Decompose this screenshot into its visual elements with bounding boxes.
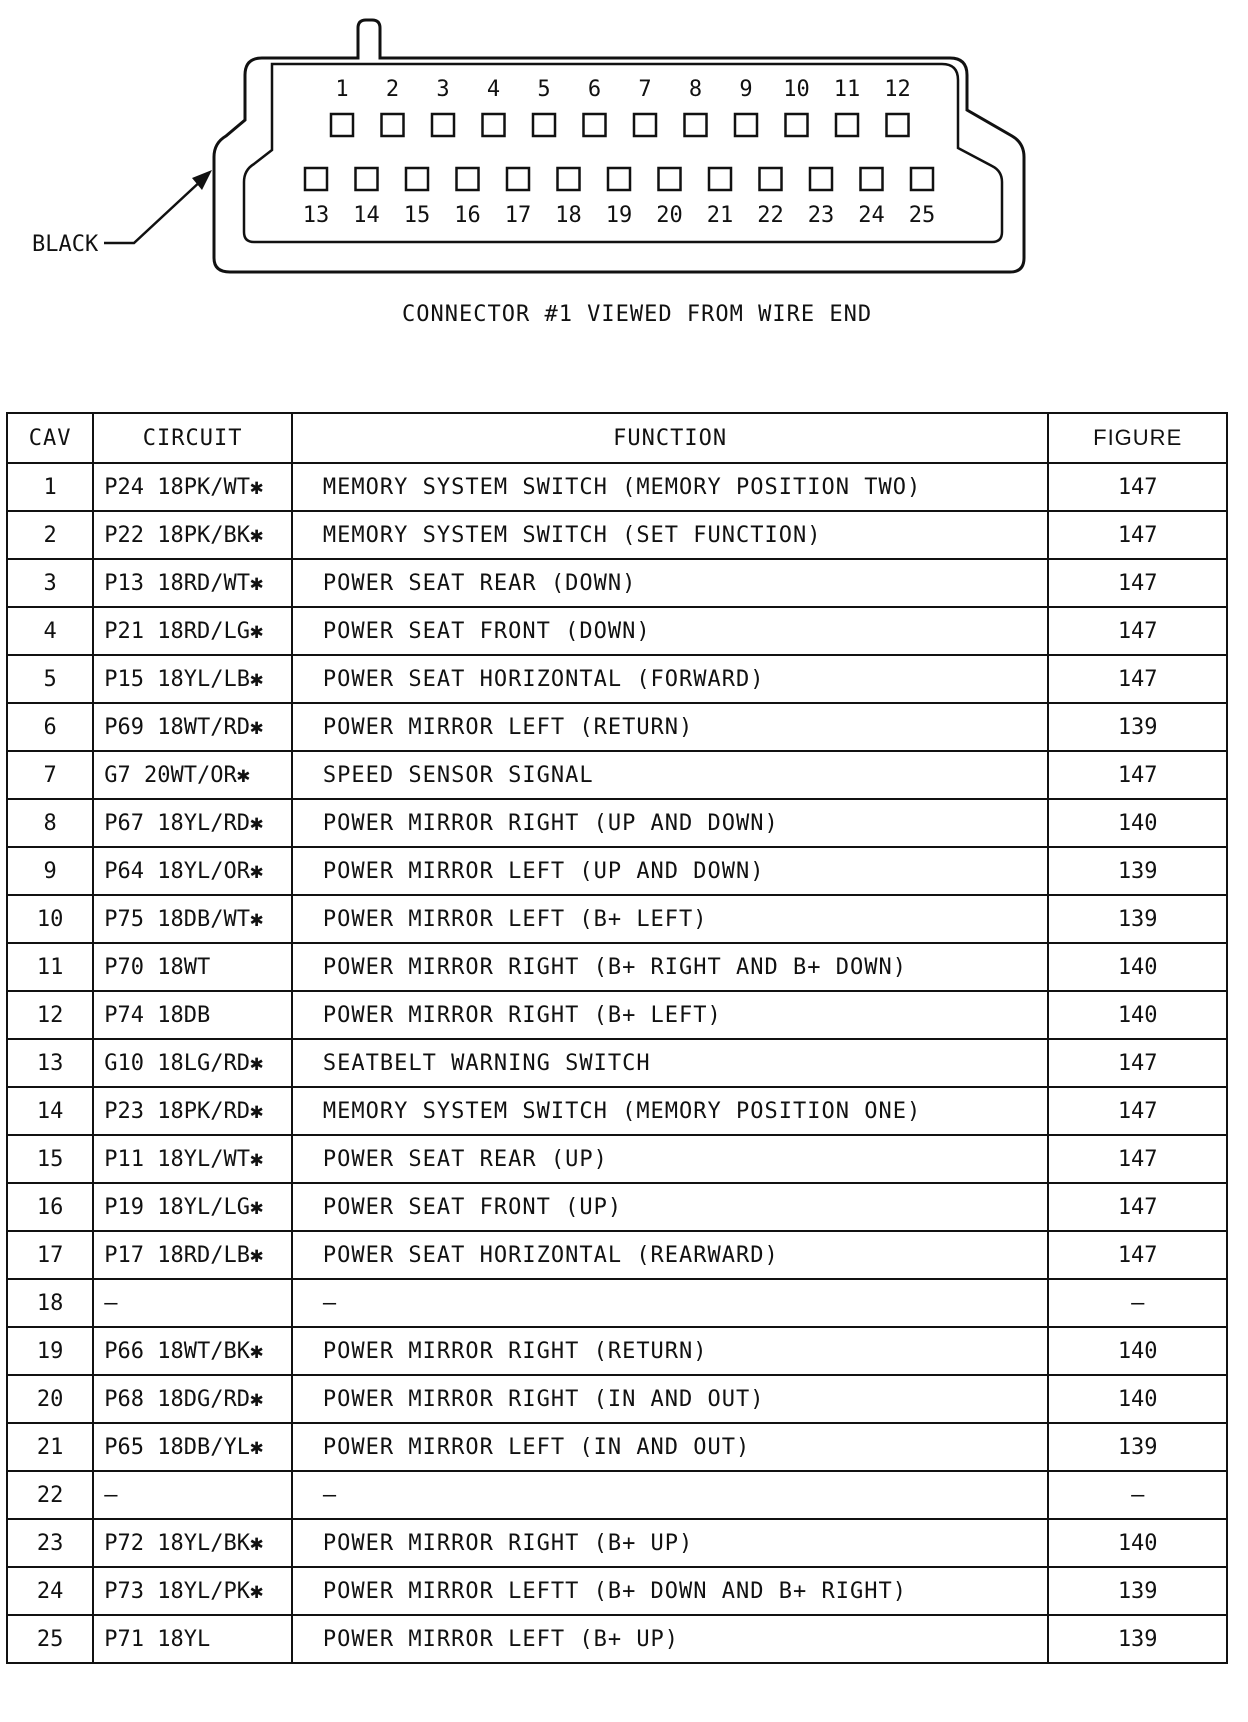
function-cell: POWER MIRROR LEFT (UP AND DOWN) [292,847,1048,895]
pin-number: 1 [335,77,349,102]
circuit-cell: P15 18YL/LB✱ [93,655,292,703]
header-function: FUNCTION [292,413,1048,463]
cav-cell: 12 [7,991,93,1039]
connector-housing [214,20,1024,272]
cav-cell: 1 [7,463,93,511]
table-row [7,1471,1227,1519]
function-cell: SEATBELT WARNING SWITCH [292,1039,1048,1087]
figure-cell: 139 [1048,1615,1227,1663]
pin-number: 4 [486,77,501,102]
circuit-cell: G7 20WT/OR✱ [93,751,292,799]
connector-diagram [0,0,1248,330]
function-cell: POWER MIRROR RIGHT (B+ UP) [292,1519,1048,1567]
figure-cell: 140 [1048,799,1227,847]
circuit-cell: P19 18YL/LG✱ [93,1183,292,1231]
function-cell: POWER SEAT REAR (UP) [292,1135,1048,1183]
function-cell: POWER SEAT HORIZONTAL (FORWARD) [292,655,1048,703]
table-header-row [7,413,1227,463]
table-row [7,655,1227,703]
function-cell: POWER SEAT HORIZONTAL (REARWARD) [292,1231,1048,1279]
circuit-cell: P64 18YL/OR✱ [93,847,292,895]
pin-cavity [887,114,909,136]
pinout-body [7,463,1227,1663]
table-row [7,607,1227,655]
pin-number: 24 [858,203,885,228]
pin-number: 21 [706,203,734,228]
table-row [7,1039,1227,1087]
circuit-cell: P23 18PK/RD✱ [93,1087,292,1135]
figure-cell: 140 [1048,991,1227,1039]
figure-cell: 147 [1048,463,1227,511]
circuit-cell: P13 18RD/WT✱ [93,559,292,607]
function-cell: POWER MIRROR RIGHT (RETURN) [292,1327,1048,1375]
pin-cavity [432,114,454,136]
table-row [7,943,1227,991]
figure-cell: 147 [1048,559,1227,607]
table-row [7,847,1227,895]
circuit-cell: P68 18DG/RD✱ [93,1375,292,1423]
circuit-cell: P70 18WT [93,943,292,991]
table-row [7,1615,1227,1663]
table-row [7,1279,1227,1327]
function-cell: POWER MIRROR LEFTT (B+ DOWN AND B+ RIGHT) [292,1567,1048,1615]
pin-number: 23 [807,203,835,228]
figure-cell: 147 [1048,511,1227,559]
figure-cell: 147 [1048,751,1227,799]
cav-cell: 10 [7,895,93,943]
figure-cell: 139 [1048,847,1227,895]
pin-cavity [608,168,630,190]
figure-cell: 147 [1048,1231,1227,1279]
pin-cavity [760,168,782,190]
table-row [7,1423,1227,1471]
cav-cell: 22 [7,1471,93,1519]
function-cell: — [292,1279,1048,1327]
figure-cell: — [1048,1279,1227,1327]
cav-cell: 3 [7,559,93,607]
cav-cell: 4 [7,607,93,655]
pin-cavity [305,168,327,190]
pin-cavity [911,168,933,190]
cav-cell: 16 [7,1183,93,1231]
function-cell: MEMORY SYSTEM SWITCH (SET FUNCTION) [292,511,1048,559]
pin-number: 19 [605,203,633,228]
circuit-cell: P69 18WT/RD✱ [93,703,292,751]
pin-cavity [483,114,505,136]
table-row [7,1375,1227,1423]
table-row [7,511,1227,559]
circuit-cell: — [93,1279,292,1327]
pin-number: 9 [739,77,753,102]
pin-number: 14 [353,203,380,228]
pin-number: 12 [884,77,911,102]
cav-cell: 2 [7,511,93,559]
figure-cell: 140 [1048,1519,1227,1567]
cav-cell: 21 [7,1423,93,1471]
pin-number: 25 [908,203,936,228]
cav-cell: 8 [7,799,93,847]
table-row [7,559,1227,607]
pin-number: 7 [638,77,652,102]
figure-cell: 140 [1048,943,1227,991]
pin-number: 11 [833,77,861,102]
connector-caption: CONNECTOR #1 VIEWED FROM WIRE END [402,302,873,327]
figure-cell: 139 [1048,895,1227,943]
cav-cell: 15 [7,1135,93,1183]
cav-cell: 23 [7,1519,93,1567]
function-cell: POWER MIRROR RIGHT (IN AND OUT) [292,1375,1048,1423]
pin-cavity [331,114,353,136]
circuit-cell: P74 18DB [93,991,292,1039]
pin-cavity [810,168,832,190]
circuit-cell: P65 18DB/YL✱ [93,1423,292,1471]
pin-cavity [836,114,858,136]
header-cav: CAV [7,413,93,463]
pin-cavity [685,114,707,136]
pin-number: 22 [757,203,784,228]
figure-cell: 139 [1048,703,1227,751]
circuit-cell: P22 18PK/BK✱ [93,511,292,559]
pin-cavity [735,114,757,136]
figure-cell: 140 [1048,1327,1227,1375]
pin-cavity [584,114,606,136]
table-row [7,799,1227,847]
function-cell: POWER MIRROR RIGHT (UP AND DOWN) [292,799,1048,847]
pin-cavity [457,168,479,190]
connector-color-label: BLACK [32,232,99,257]
function-cell: POWER SEAT FRONT (DOWN) [292,607,1048,655]
pin-cavity [861,168,883,190]
cav-cell: 5 [7,655,93,703]
figure-cell: 140 [1048,1375,1227,1423]
table-row [7,1567,1227,1615]
pin-number: 10 [783,77,810,102]
function-cell: — [292,1471,1048,1519]
circuit-cell: P73 18YL/PK✱ [93,1567,292,1615]
function-cell: MEMORY SYSTEM SWITCH (MEMORY POSITION TWO) [292,463,1048,511]
table-row [7,751,1227,799]
table-row [7,1519,1227,1567]
pin-number: 5 [537,77,551,102]
table-row [7,1327,1227,1375]
cav-cell: 17 [7,1231,93,1279]
function-cell: POWER MIRROR LEFT (B+ UP) [292,1615,1048,1663]
function-cell: SPEED SENSOR SIGNAL [292,751,1048,799]
figure-cell: 147 [1048,1135,1227,1183]
function-cell: POWER SEAT FRONT (UP) [292,1183,1048,1231]
function-cell: POWER MIRROR LEFT (RETURN) [292,703,1048,751]
cav-cell: 18 [7,1279,93,1327]
circuit-cell: P17 18RD/LB✱ [93,1231,292,1279]
circuit-cell: G10 18LG/RD✱ [93,1039,292,1087]
circuit-cell: — [93,1471,292,1519]
table-row [7,703,1227,751]
pin-number: 3 [436,77,450,102]
pin-cavity [659,168,681,190]
pin-number: 8 [688,77,703,102]
circuit-cell: P72 18YL/BK✱ [93,1519,292,1567]
pin-cavity [786,114,808,136]
pin-number: 18 [555,203,582,228]
table-row [7,1135,1227,1183]
header-figure: FIGURE [1048,413,1227,463]
table-row [7,1183,1227,1231]
table-row [7,895,1227,943]
circuit-cell: P67 18YL/RD✱ [93,799,292,847]
pin-number: 15 [403,203,431,228]
figure-cell: 139 [1048,1423,1227,1471]
cav-cell: 11 [7,943,93,991]
pin-number: 17 [504,203,532,228]
circuit-cell: P21 18RD/LG✱ [93,607,292,655]
figure-cell: 147 [1048,1183,1227,1231]
cav-cell: 19 [7,1327,93,1375]
function-cell: POWER MIRROR RIGHT (B+ LEFT) [292,991,1048,1039]
table-row [7,1087,1227,1135]
figure-cell: 139 [1048,1567,1227,1615]
function-cell: POWER MIRROR LEFT (B+ LEFT) [292,895,1048,943]
pin-cavity [507,168,529,190]
pin-number: 16 [454,203,481,228]
cav-cell: 14 [7,1087,93,1135]
table-row [7,1231,1227,1279]
pin-cavity [634,114,656,136]
function-cell: MEMORY SYSTEM SWITCH (MEMORY POSITION ONE) [292,1087,1048,1135]
pin-cavity [709,168,731,190]
cav-cell: 20 [7,1375,93,1423]
cav-cell: 9 [7,847,93,895]
function-cell: POWER MIRROR RIGHT (B+ RIGHT AND B+ DOWN) [292,943,1048,991]
cav-cell: 25 [7,1615,93,1663]
pin-number: 6 [587,77,602,102]
pin-number: 13 [302,203,330,228]
function-cell: POWER SEAT REAR (DOWN) [292,559,1048,607]
circuit-cell: P24 18PK/WT✱ [93,463,292,511]
table-row [7,463,1227,511]
table-row [7,991,1227,1039]
figure-cell: 147 [1048,1039,1227,1087]
circuit-cell: P66 18WT/BK✱ [93,1327,292,1375]
figure-cell: 147 [1048,607,1227,655]
pin-cavity [406,168,428,190]
figure-cell: — [1048,1471,1227,1519]
cav-cell: 24 [7,1567,93,1615]
pin-number: 2 [385,77,400,102]
header-circuit: CIRCUIT [93,413,292,463]
circuit-cell: P75 18DB/WT✱ [93,895,292,943]
pin-cavity [558,168,580,190]
pin-cavity [356,168,378,190]
cav-cell: 13 [7,1039,93,1087]
circuit-cell: P71 18YL [93,1615,292,1663]
figure-cell: 147 [1048,1087,1227,1135]
circuit-cell: P11 18YL/WT✱ [93,1135,292,1183]
cav-cell: 6 [7,703,93,751]
pinout-table [6,412,1228,1664]
cav-cell: 7 [7,751,93,799]
function-cell: POWER MIRROR LEFT (IN AND OUT) [292,1423,1048,1471]
pin-cavity [382,114,404,136]
pin-cavity [533,114,555,136]
pin-number: 20 [656,203,683,228]
figure-cell: 147 [1048,655,1227,703]
pointer-arrow [104,178,204,243]
